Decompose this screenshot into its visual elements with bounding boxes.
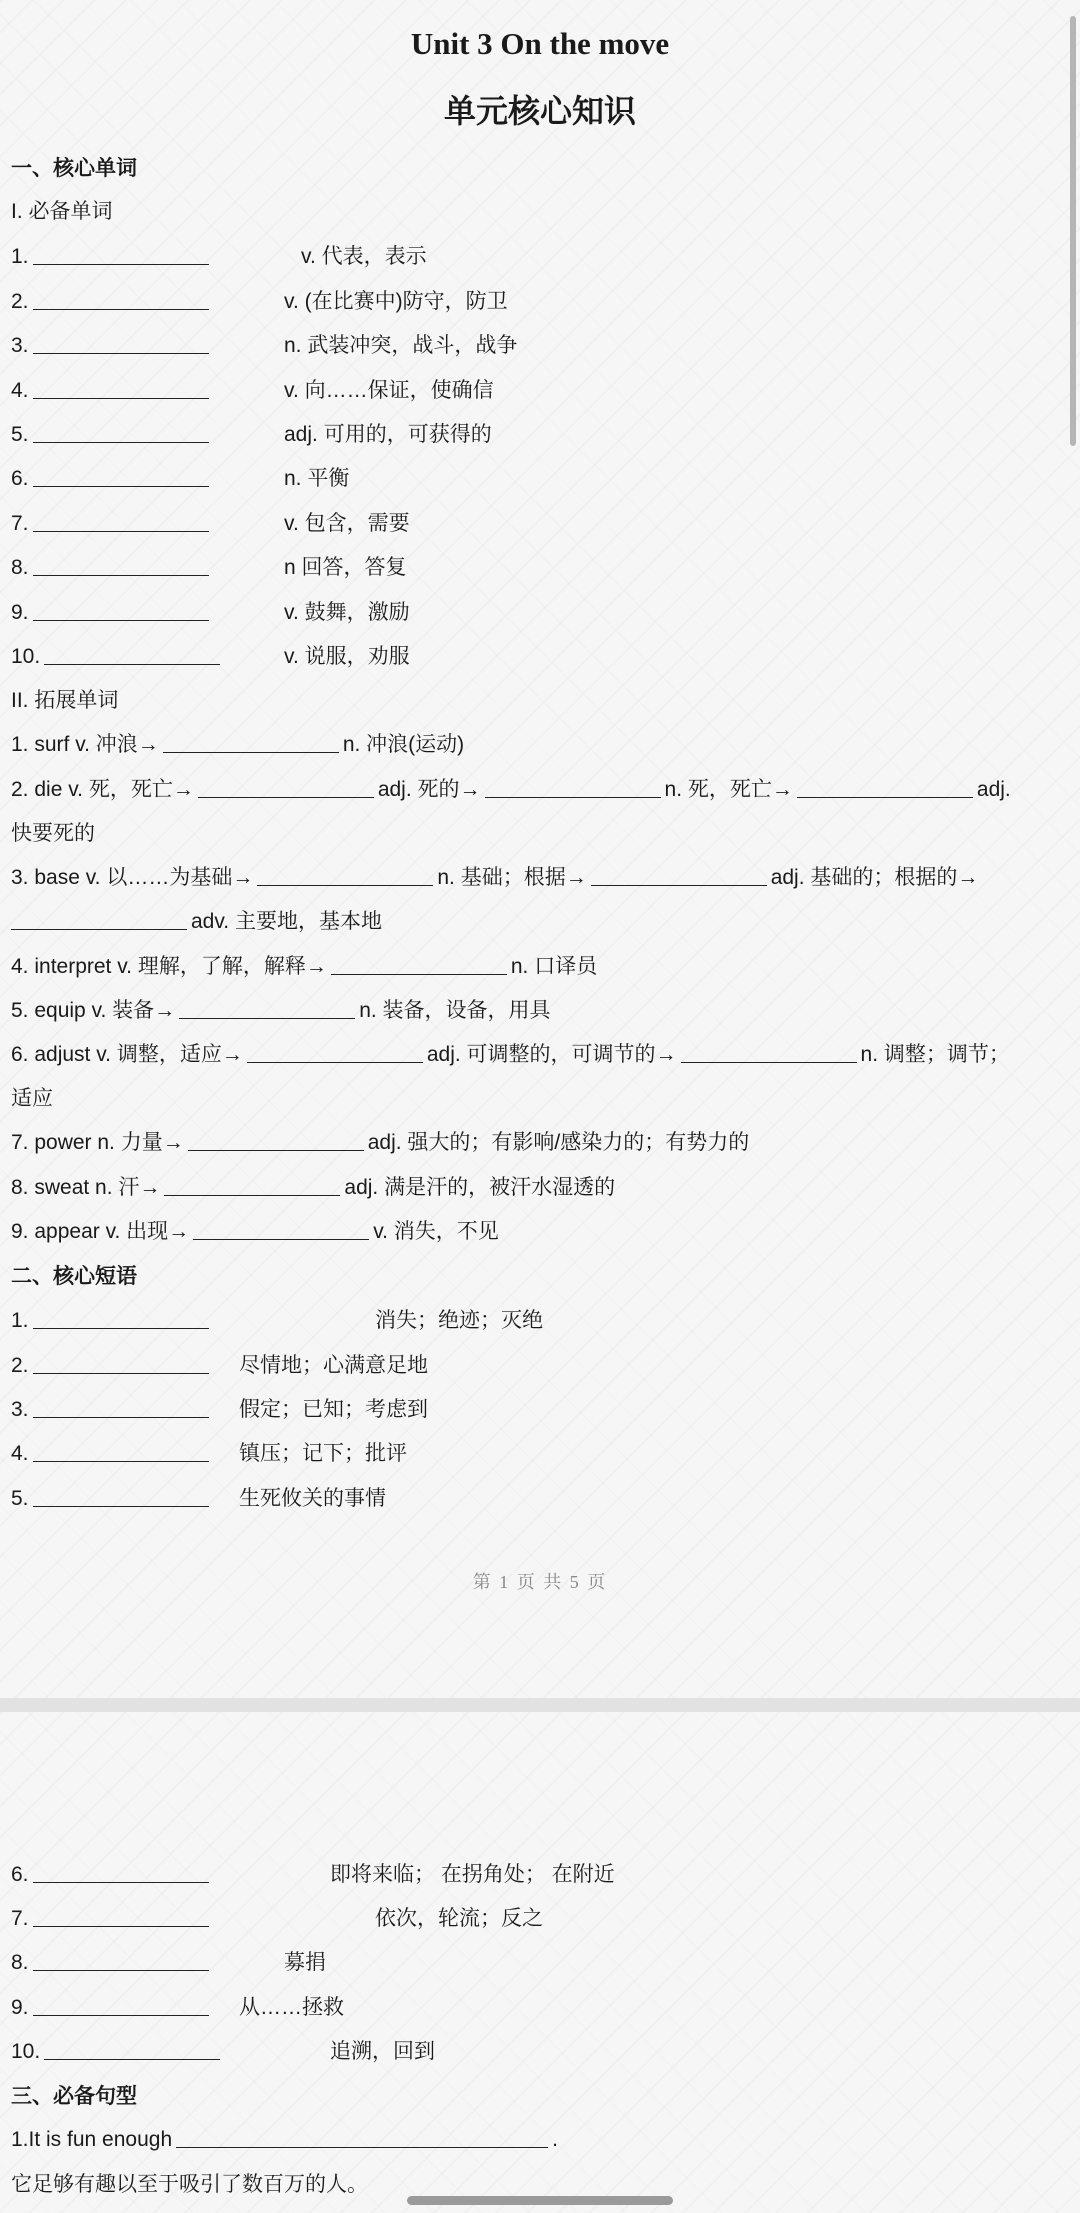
extended-word-5: 5. equip v. 装备→ n. 装备，设备，用具	[11, 994, 1071, 1028]
answer-blank	[681, 1040, 857, 1063]
extended-word-2-continued: 快要死的	[11, 822, 95, 845]
answer-blank	[33, 598, 209, 621]
phrase-5: 5. 生死攸关的事情	[11, 1482, 1071, 1516]
answer-blank	[188, 1128, 364, 1151]
document-title: Unit 3 On the move	[410, 26, 670, 61]
essential-word-1: 1. v. 代表，表示	[11, 240, 1071, 274]
subheading-essential-words: I. 必备单词	[11, 200, 113, 223]
answer-blank	[33, 1395, 209, 1418]
answer-blank	[11, 907, 187, 930]
phrase-8: 8. 募捐	[11, 1946, 1071, 1980]
phrase-6: 6. 即将来临； 在拐角处； 在附近	[11, 1858, 1071, 1892]
phrase-9: 9. 从……拯救	[11, 1991, 1071, 2025]
answer-blank	[33, 1306, 209, 1329]
section-heading-phrases: 二、核心短语	[11, 1264, 137, 1288]
sentence-1-translation: 它足够有趣以至于吸引了数百万的人。	[11, 2173, 368, 2196]
scrollbar[interactable]	[1070, 16, 1076, 446]
section-heading-words: 一、核心单词	[11, 156, 137, 180]
phrase-3: 3. 假定；已知；考虑到	[11, 1393, 1071, 1427]
answer-blank	[176, 2125, 548, 2148]
answer-blank	[33, 509, 209, 532]
answer-blank	[797, 775, 973, 798]
essential-word-3: 3. n. 武装冲突，战斗，战争	[11, 329, 1071, 363]
answer-blank	[331, 952, 507, 975]
essential-word-4: 4. v. 向……保证，使确信	[11, 374, 1071, 408]
document-subtitle: 单元核心知识	[443, 92, 636, 130]
answer-blank	[33, 553, 209, 576]
answer-blank	[33, 1351, 209, 1374]
section-heading-sentences: 三、必备句型	[11, 2084, 137, 2108]
answer-blank	[247, 1040, 423, 1063]
answer-blank	[164, 1173, 340, 1196]
essential-word-6: 6. n. 平衡	[11, 462, 1071, 496]
phrase-10: 10. 追溯，回到	[11, 2035, 1071, 2069]
document-page-2	[0, 1712, 1080, 2213]
page-separator	[0, 1698, 1080, 1712]
extended-word-3: 3. base v. 以……为基础→ n. 基础；根据→ adj. 基础的；根据的→	[11, 861, 1071, 895]
answer-blank	[257, 863, 433, 886]
answer-blank	[198, 775, 374, 798]
sentence-1: 1.It is fun enough .	[11, 2123, 1071, 2157]
phrase-7: 7. 依次，轮流；反之	[11, 1902, 1071, 1936]
essential-word-10: 10. v. 说服，劝服	[11, 640, 1071, 674]
essential-word-7: 7. v. 包含，需要	[11, 507, 1071, 541]
answer-blank	[591, 863, 767, 886]
phrase-4: 4. 镇压；记下；批评	[11, 1437, 1071, 1471]
answer-blank	[33, 1993, 209, 2016]
answer-blank	[33, 287, 209, 310]
answer-blank	[193, 1217, 369, 1240]
answer-blank	[33, 1904, 209, 1927]
essential-word-2: 2. v. (在比赛中)防守，防卫	[11, 285, 1071, 319]
answer-blank	[33, 242, 209, 265]
extended-word-2: 2. die v. 死，死亡→ adj. 死的→ n. 死，死亡→ adj.	[11, 773, 1071, 807]
extended-word-6-continued: 适应	[11, 1087, 53, 1110]
extended-word-3-continued: adv. 主要地，基本地	[11, 905, 1071, 939]
subheading-extended-words: II. 拓展单词	[11, 689, 119, 712]
phrase-2: 2. 尽情地；心满意足地	[11, 1349, 1071, 1383]
answer-blank	[33, 1860, 209, 1883]
extended-word-9: 9. appear v. 出现→ v. 消失，不见	[11, 1215, 1071, 1249]
extended-word-1: 1. surf v. 冲浪→ n. 冲浪(运动)	[11, 728, 1071, 762]
answer-blank	[33, 420, 209, 443]
extended-word-6: 6. adjust v. 调整，适应→ adj. 可调整的，可调节的→ n. 调整；调节；	[11, 1038, 1071, 1072]
answer-blank	[33, 331, 209, 354]
phrase-1: 1. 消失；绝迹；灭绝	[11, 1304, 1071, 1338]
answer-blank	[485, 775, 661, 798]
essential-word-5: 5. adj. 可用的，可获得的	[11, 418, 1071, 452]
answer-blank	[44, 642, 220, 665]
answer-blank	[33, 1484, 209, 1507]
answer-blank	[179, 996, 355, 1019]
extended-word-8: 8. sweat n. 汗→ adj. 满是汗的，被汗水湿透的	[11, 1171, 1071, 1205]
extended-word-7: 7. power n. 力量→ adj. 强大的；有影响/感染力的；有势力的	[11, 1126, 1071, 1160]
answer-blank	[33, 1439, 209, 1462]
essential-word-9: 9. v. 鼓舞，激励	[11, 596, 1071, 630]
extended-word-4: 4. interpret v. 理解，了解，解释→ n. 口译员	[11, 950, 1071, 984]
answer-blank	[44, 2037, 220, 2060]
answer-blank	[33, 376, 209, 399]
answer-blank	[163, 730, 339, 753]
answer-blank	[33, 1948, 209, 1971]
essential-word-8: 8. n 回答，答复	[11, 551, 1071, 585]
home-indicator[interactable]	[407, 2196, 673, 2205]
page-footer: 第 1 页 共 5 页	[472, 1572, 608, 1592]
answer-blank	[33, 464, 209, 487]
